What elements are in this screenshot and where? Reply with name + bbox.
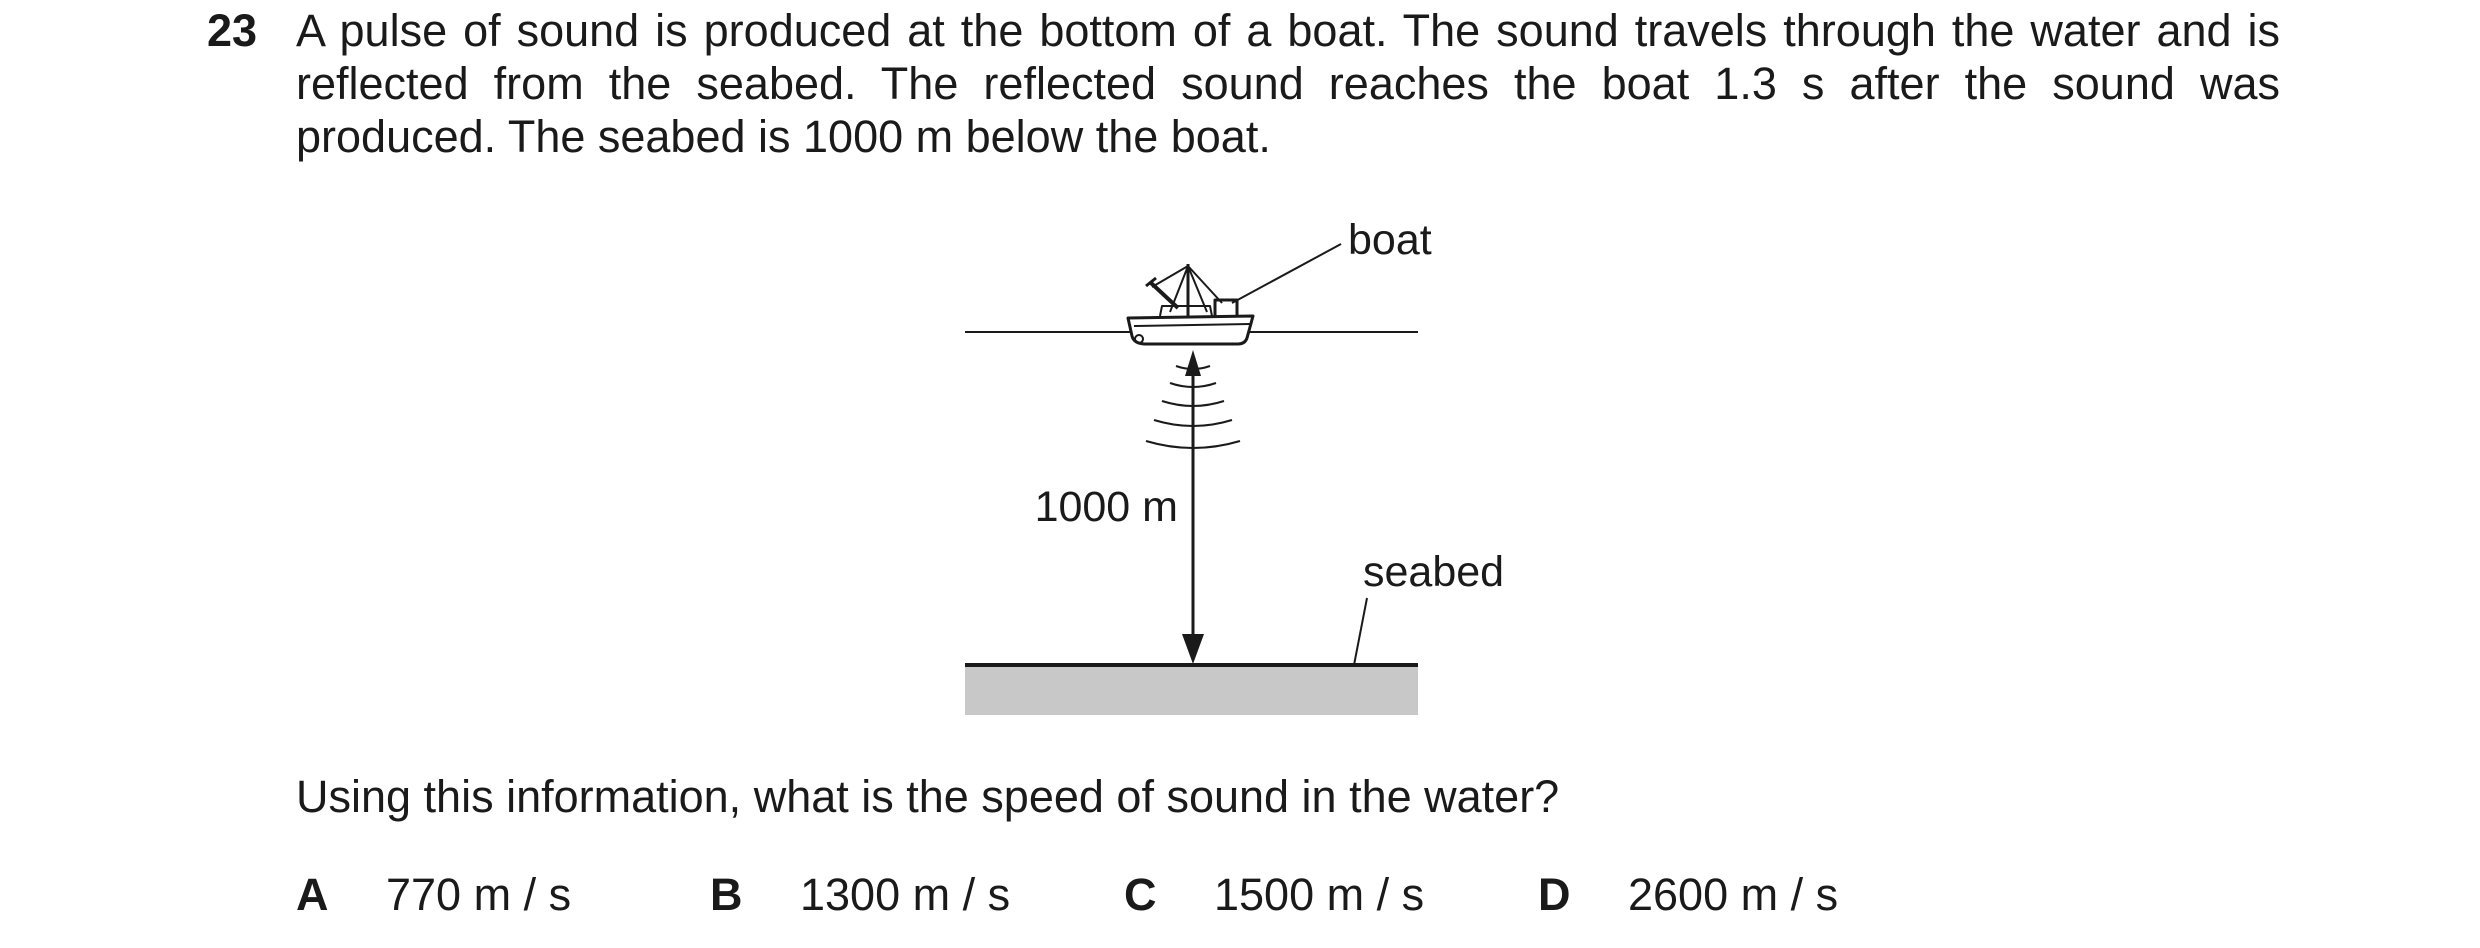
seabed-block — [965, 665, 1418, 715]
arrowhead-up-icon — [1185, 350, 1201, 376]
option-letter: B — [710, 869, 743, 920]
option-value: 1300 m / s — [800, 869, 1011, 920]
question-number: 23 — [207, 5, 258, 56]
boat-icon — [1128, 264, 1253, 344]
question-prompt: Using this information, what is the speed of sound in the water? — [296, 771, 1560, 822]
option-b[interactable] — [710, 868, 1010, 921]
label-boat: boat — [1348, 216, 1432, 264]
option-letter: C — [1124, 869, 1157, 920]
label-depth: 1000 m — [1034, 483, 1178, 531]
option-letter: A — [296, 869, 329, 920]
option-value: 770 m / s — [386, 869, 572, 920]
option-c[interactable] — [1124, 868, 1424, 921]
boat-leader-line — [1232, 244, 1341, 303]
question-stem: A pulse of sound is produced at the bottom of a boat. The sound travels through the water and is reflected from the seabed. The reflected sound reaches the boat 1.3 s after the sound was produced. The seabed is 1000 m below the boat. — [296, 5, 2280, 162]
option-letter: D — [1538, 869, 1571, 920]
depth-arrow — [1182, 350, 1204, 664]
arrowhead-down-icon — [1182, 634, 1204, 664]
option-value: 1500 m / s — [1214, 869, 1425, 920]
seabed-leader-line — [1354, 598, 1367, 665]
option-d[interactable] — [1538, 868, 1838, 921]
option-a[interactable] — [296, 868, 571, 921]
option-value: 2600 m / s — [1628, 869, 1839, 920]
label-seabed: seabed — [1363, 548, 1505, 596]
